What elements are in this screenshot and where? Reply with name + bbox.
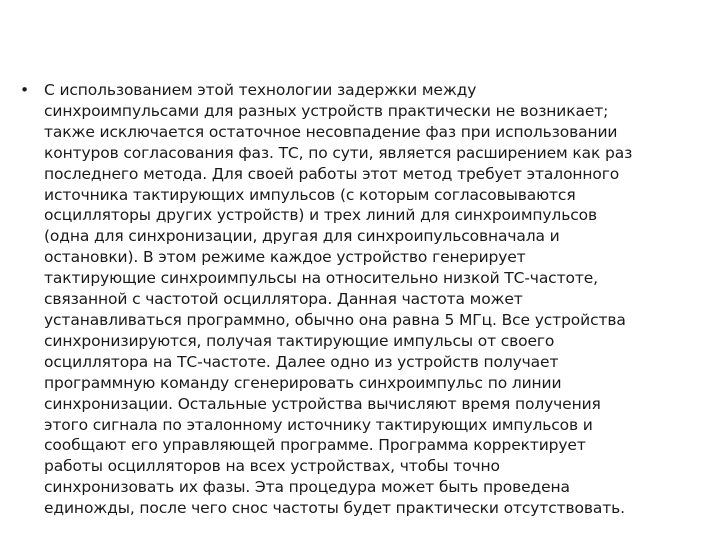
- paragraph-line: осцилляторы других устройств) и трех линий для синхроимпульсов: [44, 206, 597, 225]
- paragraph-line: единожды, после чего снос частоты будет практически отсутствовать.: [44, 499, 625, 518]
- bullet-item: [18, 80, 718, 519]
- paragraph-line: синхронизируются, получая тактирующие импульсы от своего: [44, 331, 555, 350]
- paragraph-line: работы осцилляторов на всех устройствах, чтобы точно: [44, 457, 500, 476]
- bullet-marker: •: [20, 81, 30, 99]
- paragraph-line: синхронизации. Остальные устройства вычисляют время получения: [44, 394, 601, 413]
- paragraph-line: контуров согласования фаз. ТС, по сути, является расширением как раз: [44, 143, 633, 162]
- paragraph-line: сообщают его управляющей программе. Программа корректирует: [44, 436, 586, 455]
- paragraph-line: осциллятора на ТС-частоте. Далее одно из устройств получает: [44, 352, 559, 371]
- paragraph-line: синхронизовать их фазы. Эта процедура может быть проведена: [44, 478, 570, 497]
- paragraph-line: С использованием этой технологии задержки между: [44, 81, 477, 99]
- paragraph-line: остановки). В этом режиме каждое устройство генерирует: [44, 248, 526, 267]
- paragraph-line: источника тактирующих импульсов (с которым согласовываются: [44, 185, 576, 204]
- paragraph-line: синхроимпульсами для разных устройств практически не возникает;: [44, 101, 609, 120]
- paragraph-line: последнего метода. Для своей работы этот метод требует эталонного: [44, 164, 620, 183]
- paragraph-line: связанной с частотой осциллятора. Данная частота может: [44, 290, 523, 309]
- paragraph-line: этого сигнала по эталонному источнику тактирующих импульсов и: [44, 415, 593, 434]
- paragraph-line: тактирующие синхроимпульсы на относительно низкой ТС-частоте,: [44, 269, 598, 288]
- bullet-list: [18, 80, 718, 519]
- paragraph-line: программную команду сгенерировать синхроимпульс по линии: [44, 373, 562, 392]
- paragraph-line: также исключается остаточное несовпадение фаз при использовании: [44, 122, 618, 141]
- paragraph-line: устанавливаться программно, обычно она равна 5 МГц. Все устройства: [44, 310, 626, 329]
- paragraph-line: (одна для синхронизации, другая для синхроипульсовначала и: [44, 227, 560, 246]
